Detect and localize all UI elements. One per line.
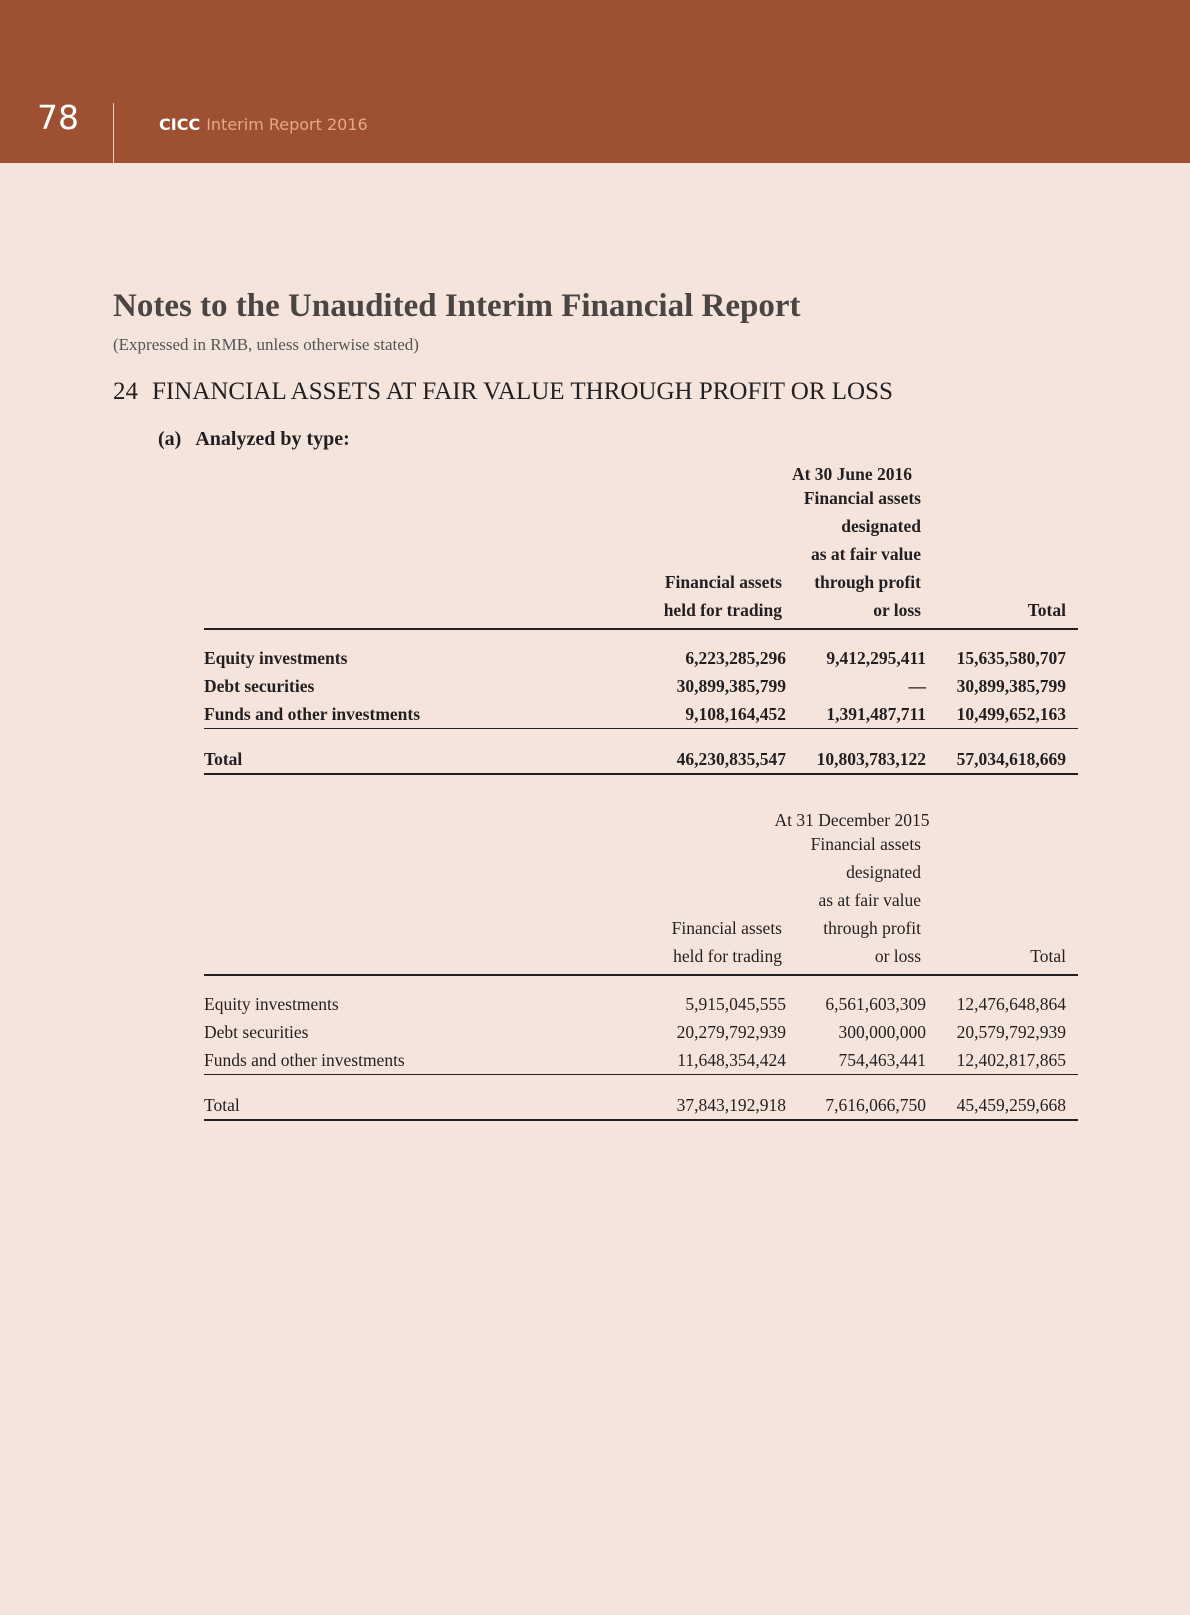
page-number: 78: [37, 98, 79, 137]
subsection-label: (a): [158, 428, 182, 450]
row-label: Funds and other investments: [204, 704, 421, 724]
spacer: [204, 976, 1078, 990]
column-header-designated: [811, 830, 921, 970]
cell-value: 9,108,164,452: [685, 704, 786, 724]
header-line: as at fair value: [810, 544, 921, 564]
cell-value: 20,279,792,939: [676, 1022, 786, 1042]
cell-value: 12,476,648,864: [956, 994, 1066, 1014]
cell-value: 11,648,354,424: [677, 1050, 786, 1070]
total-row: [204, 745, 1078, 773]
column-header-designated: [804, 484, 921, 624]
header-line: designated: [841, 516, 921, 536]
total-rule: [204, 1119, 1078, 1121]
cell-value: 1,391,487,711: [826, 704, 926, 724]
subsection-title: Analyzed by type:: [195, 428, 350, 450]
cell-value: 300,000,000: [838, 1022, 926, 1042]
total-rule: [204, 773, 1078, 775]
header-line: as at fair value: [818, 890, 921, 910]
table-row: [204, 990, 1078, 1018]
cell-value: —: [908, 676, 926, 696]
total-value: 45,459,259,668: [956, 1095, 1066, 1115]
page-subtitle: (Expressed in RMB, unless otherwise stated): [113, 335, 419, 354]
cell-value: 12,402,817,865: [956, 1050, 1066, 1070]
row-label: Equity investments: [204, 648, 348, 668]
table-caption: At 30 June 2016: [791, 464, 913, 484]
column-header-total: Total: [1030, 946, 1066, 966]
header-divider: [113, 103, 114, 163]
table-caption: At 31 December 2015: [774, 810, 930, 830]
total-row: [204, 1091, 1078, 1119]
page-title: Notes to the Unaudited Interim Financial Report: [113, 288, 801, 324]
header-line: Financial assets: [671, 918, 782, 938]
running-header: [159, 115, 368, 134]
row-label: Funds and other investments: [204, 1050, 405, 1070]
table-june-2016: [204, 464, 1078, 775]
spacer: [204, 630, 1078, 644]
header-band: [0, 0, 1190, 163]
header-line: Financial assets: [664, 572, 782, 592]
brand-name: CICC: [159, 115, 201, 134]
header-line: Financial assets: [803, 488, 921, 508]
table-december-2015: [204, 810, 1078, 1121]
header-line: or loss: [874, 946, 921, 966]
column-header-total: Total: [1027, 600, 1066, 620]
total-label: Total: [204, 1095, 240, 1115]
section-title: FINANCIAL ASSETS AT FAIR VALUE THROUGH PROFIT OR LOSS: [152, 378, 893, 405]
cell-value: 754,463,441: [838, 1050, 926, 1070]
total-value: 7,616,066,750: [825, 1095, 926, 1115]
cell-value: 30,899,385,799: [956, 676, 1066, 696]
row-label: Debt securities: [204, 676, 315, 696]
report-name: Interim Report 2016: [206, 115, 368, 134]
section-heading: [113, 378, 893, 406]
row-label: Equity investments: [204, 994, 339, 1014]
header-line: held for trading: [663, 600, 782, 620]
table-row: [204, 1046, 1078, 1074]
header-line: designated: [846, 862, 921, 882]
subsection-heading: [158, 428, 350, 451]
row-label: Debt securities: [204, 1022, 309, 1042]
header-line: through profit: [814, 572, 921, 592]
cell-value: 15,635,580,707: [956, 648, 1066, 668]
cell-value: 5,915,045,555: [685, 994, 786, 1014]
spacer: [204, 1075, 1078, 1091]
cell-value: 9,412,295,411: [826, 648, 926, 668]
column-header-held-for-trading: [664, 568, 782, 624]
cell-value: 20,579,792,939: [956, 1022, 1066, 1042]
header-line: held for trading: [673, 946, 782, 966]
table-row: [204, 672, 1078, 700]
spacer: [204, 729, 1078, 745]
table-row: [204, 644, 1078, 672]
cell-value: 6,561,603,309: [825, 994, 926, 1014]
header-line: through profit: [823, 918, 921, 938]
cell-value: 10,499,652,163: [956, 704, 1066, 724]
total-value: 46,230,835,547: [676, 749, 786, 769]
total-label: Total: [204, 749, 243, 769]
header-line: or loss: [873, 600, 921, 620]
table-header: [204, 810, 1078, 974]
table-row: [204, 1018, 1078, 1046]
cell-value: 30,899,385,799: [676, 676, 786, 696]
section-number: 24: [113, 378, 138, 405]
header-line: Financial assets: [810, 834, 921, 854]
total-value: 57,034,618,669: [956, 749, 1066, 769]
total-value: 37,843,192,918: [676, 1095, 786, 1115]
table-row: [204, 700, 1078, 728]
table-header: [204, 464, 1078, 628]
column-header-held-for-trading: [672, 914, 782, 970]
total-value: 10,803,783,122: [816, 749, 926, 769]
cell-value: 6,223,285,296: [685, 648, 786, 668]
